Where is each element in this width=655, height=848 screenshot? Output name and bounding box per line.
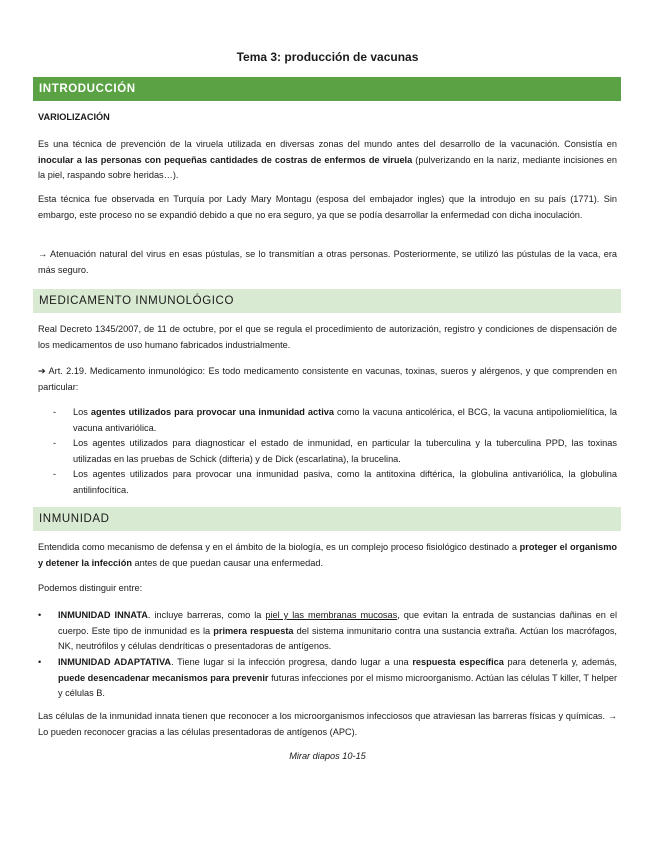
slides-note: Mirar diapos 10-15 [289,751,366,761]
text-run: , que evitan la entrada de sustancias dañinas en el cuerpo. Este tipo de inmunidad es la [58,610,617,636]
emphasis-text: proteger el organismo y detener la infección [38,542,617,568]
text-run: Es una técnica de prevención de la viruela utilizada en diversas zonas del mundo antes del desarrollo de la vacunación. Consistía en [38,139,617,149]
page-title: Tema 3: producción de vacunas [236,50,419,64]
underlined-text: piel y las membranas mucosas [265,610,398,620]
dash-marker: - [53,469,57,479]
section-heading-introduccion: INTRODUCCIÓN [33,77,621,101]
paragraph-atenuacion [38,247,617,278]
variolizacion-label: VARIOLIZACIÓN [38,112,110,122]
dash-marker: - [53,407,57,417]
paragraph-inmunidad-definition [38,540,617,571]
text-run: . Tiene lugar si la infección progresa, dando lugar a una [171,657,413,667]
dash-marker: - [53,438,57,448]
emphasis-text: inocular a las personas con pequeñas cantidades de costras de enfermos de viruela [38,154,413,165]
paragraph-celulas-innata [38,709,617,740]
emphasis-text: respuesta específica [412,657,504,667]
paragraph-real-decreto [38,322,617,353]
text-run: (pulverizando en la nariz, mediante incisiones en la piel, raspando sobre heridas…). [38,154,617,180]
innata-label: INMUNIDAD INNATA [58,610,148,620]
list-item-adaptativa [38,655,618,702]
text-run: del sistema inmunitario contra una sustancia extraña. Actúan los macrófagos, NK, neutrófilos y células dendríticas o presentadoras de antígenos. [58,625,617,651]
paragraph-variolizacion-definition [38,137,617,184]
emphasis-text: agentes utilizados para provocar una inmunidad activa [90,407,334,417]
text-run: Entendida como mecanismo de defensa y en el ámbito de la biología, es un complejo proceso fisiológico destinado a [38,542,520,552]
emphasis-text: puede desencadenar mecanismos para prevenir [58,672,269,683]
paragraph-text: ➔ Art. 2.19. Medicamento inmunológico: Es todo medicamento consistente en vacunas, toxinas, sueros y alérgenos, y que comprenden en particular: [38,366,617,392]
text-run: futuras infecciones por el mismo microorganismo. Actúan las células T killer, T helper y células B. [58,672,618,698]
list-item [53,436,617,467]
paragraph-distinguir [38,581,617,597]
text-run: antes de que puedan causar una enfermedad. [131,557,323,568]
list-item [53,467,617,498]
paragraph-lady-montagu [38,192,617,223]
text-run: Los [73,407,91,417]
list-item-innata [38,608,617,655]
text-run: como la vacuna anticolérica, el BCG, la vacuna antipoliomielítica, la vacuna antivariólica. [73,407,617,433]
paragraph-text: Podemos distinguir entre: [38,583,143,593]
paragraph-text: Las células de la inmunidad innata tienen que reconocer a los microorganismos infecciosos que atraviesan las barreras físicas y químicas. → Lo pueden reconocer gracias a las células presentadoras de antígenos (APC). [38,711,617,737]
bullet-marker: • [38,657,42,667]
emphasis-text: primera respuesta [213,625,294,636]
paragraph-art-2-19 [38,364,617,395]
text-run: Los agentes utilizados para provocar una inmunidad pasiva, como la antitoxina diftérica, la globulina antivariólica, la globulina antilinfocítica. [73,469,617,495]
bullet-marker: • [38,610,42,620]
list-item [53,405,617,436]
paragraph-text: → Atenuación natural del virus en esas pústulas, se lo transmitían a otras personas. Posteriormente, se utilizó las pústulas de la vaca, era más seguro. [38,249,617,275]
section-heading-inmunidad: INMUNIDAD [33,507,621,531]
paragraph-text: Real Decreto 1345/2007, de 11 de octubre, por el que se regula el procedimiento de autorización, registro y condiciones de dispensación de los medicamentos de uso humano fabricados industrialmente. [38,324,617,350]
sub-heading-variolizacion [38,110,617,126]
text-run: Los agentes utilizados para diagnosticar el estado de inmunidad, en particular la tuberculina y la tuberculina PPD, las toxinas utilizadas en las pruebas de Schick (difteria) y de Dick (escarlatina), la brucelina. [73,438,617,464]
paragraph-text: Esta técnica fue observada en Turquía por Lady Mary Montagu (esposa del embajador ingles) que la introdujo en su país (1771). Sin embargo, este proceso no se expandió debido a que no era seguro, ya que se podía desarrollar la enfermedad con dicha inoculación. [38,194,617,220]
text-run: . incluye barreras, como la [147,610,266,620]
section-heading-medicamento: MEDICAMENTO INMUNOLÓGICO [33,289,621,313]
adaptativa-label: INMUNIDAD ADAPTATIVA [58,657,172,667]
text-run: para detenerla y, además, [503,657,617,667]
